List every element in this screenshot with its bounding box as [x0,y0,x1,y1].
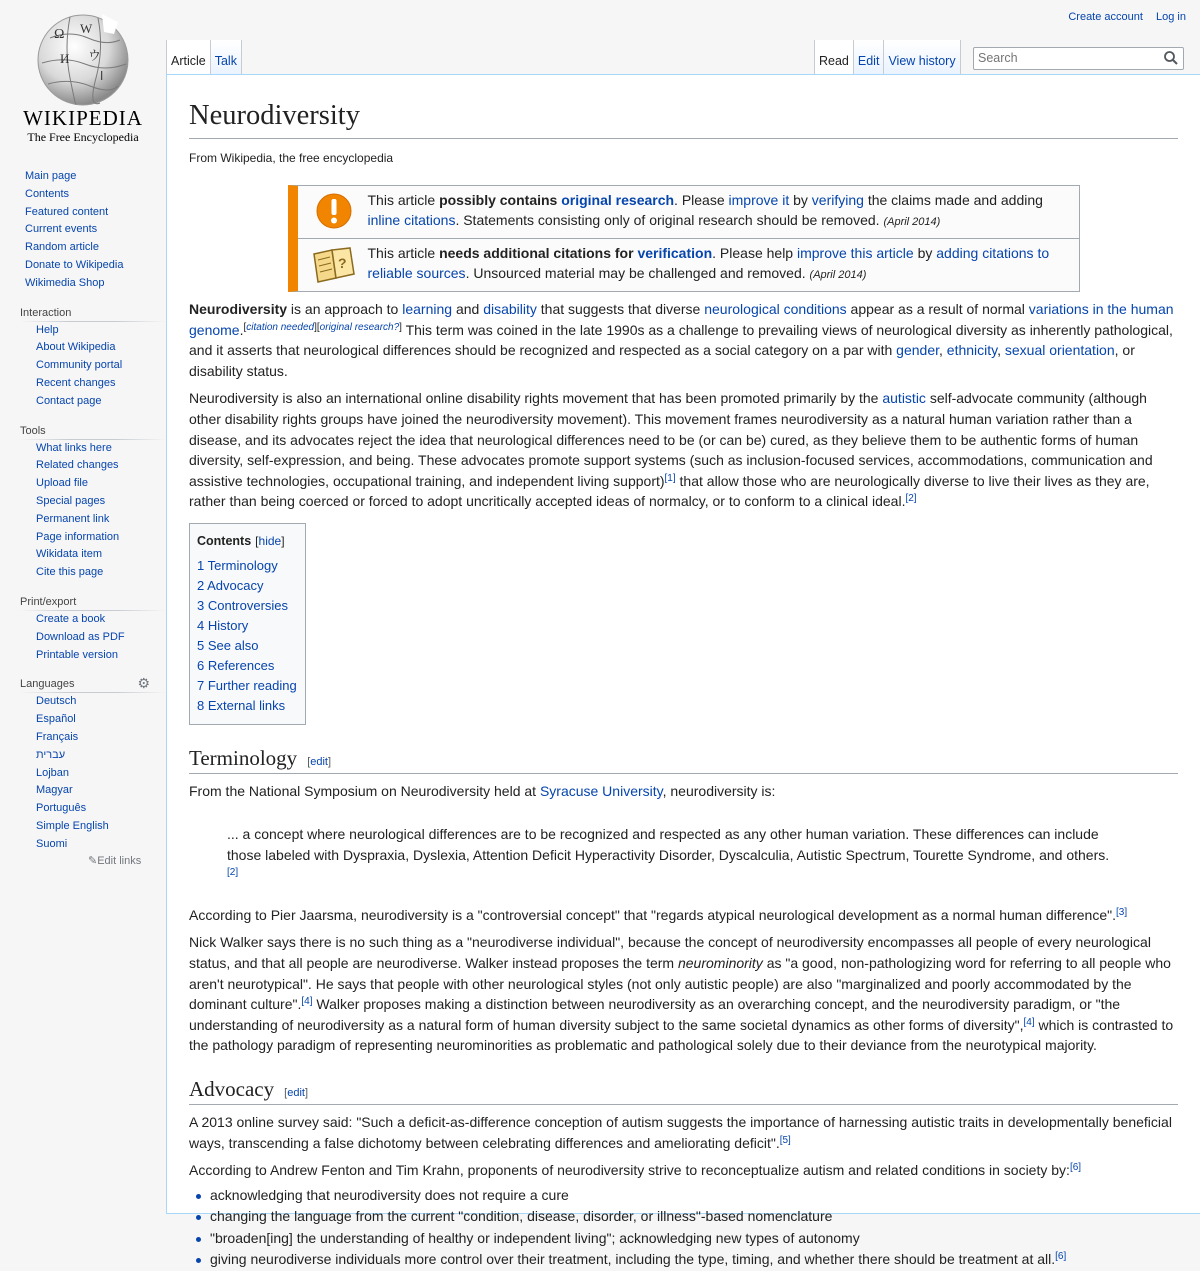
ambox-date: (April 2014) [809,269,867,282]
inline-citations-link[interactable]: inline citations [367,212,456,229]
disability-link[interactable]: disability [483,301,537,318]
sidebar-nav-item[interactable]: Current events [25,223,98,236]
toc-item[interactable]: 4 History [197,617,249,633]
ambox-text-part: . Please [674,191,729,208]
text-run: that allow those who are neurologically diverse to live their lives as they are, rather than being coerced or forced to adopt uncritically accepted ideas of normalcy, or to conform to a clinical ideal. [189,472,1150,510]
intro-paragraph-1 [189,299,1178,381]
search-input[interactable] [974,48,1154,68]
ambox-more-citations [298,238,1079,291]
text-run: appear as a result of normal [846,301,1029,318]
ambox-bold: possibly contains [439,191,562,208]
ambox-date: (April 2014) [883,216,941,229]
pencil-icon: ✎ [88,854,98,867]
print-heading: Print/export [20,592,166,611]
sidebar-tools-item[interactable]: Wikidata item [36,548,103,561]
reference-link[interactable]: [4] [1023,1016,1035,1028]
svg-text:?: ? [337,255,347,272]
gender-link[interactable]: gender [896,342,939,359]
bracket: [ [243,321,247,333]
sidebar-tools-item[interactable]: Special pages [36,494,106,507]
tab-talk[interactable]: Talk [211,40,242,74]
toc-hide-toggle [255,534,284,548]
advocacy-paragraph-2 [189,1160,1178,1181]
citation-needed-link[interactable]: citation needed [246,321,315,333]
bracket: ] [304,1087,309,1100]
ambox-text-part: This article [367,191,440,208]
tab-read[interactable]: Read [814,40,854,74]
sidebar-print-item[interactable]: Create a book [36,612,106,625]
site-subtitle: From Wikipedia, the free encyclopedia [189,151,394,166]
sidebar-tools-item[interactable]: What links here [36,441,112,454]
svg-text:ウ: ウ [88,48,102,63]
sidebar-language-item[interactable]: Español [36,713,76,726]
text-run: is an approach to [287,301,403,318]
text-run: , [997,342,1005,359]
ambox-text [364,243,1071,286]
text-run: Walker proposes making a distinction between neurodiversity as an overarching concept, and the neurodiversity paradigm, or "the understanding of neurodiversity as a natural form of human diversity subject to the same societal dynamics as other forms of diversity", [189,996,1121,1033]
list-item-text: acknowledging that neurodiversity does not require a cure [210,1186,569,1203]
bracket: [ [255,533,259,548]
sidebar-tools-item[interactable]: Related changes [36,459,119,472]
sidebar-interaction-item[interactable]: Community portal [36,359,123,372]
sidebar-language-item[interactable]: Simple English [36,819,109,832]
toc-title-label: Contents [197,533,252,548]
sexual-orientation-link[interactable]: sexual orientation [1004,342,1115,359]
variations-link[interactable]: variations in the human genome [189,301,1174,338]
learning-link[interactable]: learning [402,301,453,318]
text-run: According to Pier Jaarsma, neurodiversity is a "controversial concept" that "regards atypical neurological development as a normal human difference". [189,906,1116,923]
svg-text:ا: ا [100,69,104,83]
text-run: that suggests that diverse [536,301,705,318]
languages-list [0,693,166,853]
reference-link[interactable]: [2] [905,493,917,505]
advocacy-list [189,1185,1178,1271]
sidebar-tools-item[interactable]: Upload file [36,477,88,490]
sidebar-nav-item[interactable]: Featured content [25,205,109,218]
puzzle-globe-icon [30,8,136,108]
ambox-text-part: . Please help [712,244,797,261]
book-icon [310,244,358,284]
gear-icon[interactable]: ⚙ [137,675,150,692]
toc-item[interactable]: 2 Advocacy [197,577,264,593]
personal-tools [1058,11,1186,23]
text-run: . [239,321,244,338]
reference-link[interactable]: [3] [1115,906,1128,918]
tab-edit[interactable]: Edit [854,40,885,74]
text-run: According to Andrew Fenton and Tim Krahn, proponents of neurodiversity strive to reconceptualize autism and related conditions in society by: [189,1162,1070,1179]
ambox-text-part: . Statements consisting only of original research should be removed. [455,212,884,229]
toc-item[interactable]: 7 Further reading [197,678,297,694]
text-run: , neurodiversity is: [662,783,776,800]
toc-item[interactable]: 3 Controversies [197,597,289,613]
text-run: Neurodiversity is also an international online disability rights movement that has been promoted primarily by the [189,390,883,407]
list-item [210,1228,1178,1250]
svg-text:W: W [80,21,93,36]
advocacy-paragraph-1 [189,1112,1178,1153]
edit-section-link[interactable]: edit [287,1087,305,1100]
ambox-original-research [298,186,1079,238]
bracket: ] [328,756,332,769]
adding-citations-link[interactable]: adding citations to reliable sources [367,244,1050,282]
list-item [210,1185,1178,1207]
text-run: , [939,342,947,359]
verifying-link[interactable]: verifying [811,191,864,208]
sidebar-tools-item[interactable]: Page information [36,530,120,543]
autistic-link[interactable]: autistic [882,390,926,407]
ambox-text-part: by [913,244,937,261]
article-content [166,74,1200,1268]
sidebar-nav-item[interactable]: Main page [25,170,77,182]
ambox-text [364,190,1071,233]
text-run: , or disability status. [189,342,1135,379]
text-run: and [452,301,484,318]
text-run: From the National Symposium on Neurodiversity held at [189,783,540,800]
sidebar-print-item[interactable]: Printable version [36,648,118,661]
list-item-text: changing the language from the current "condition, disease, disorder, or illness"-based nomenclature [210,1208,833,1225]
ambox-bold: needs additional citations for [439,244,638,261]
list-item [210,1249,1178,1271]
terminology-paragraph-1 [189,781,1178,802]
toc-item[interactable]: 8 External links [197,698,286,714]
reference-link[interactable]: [6] [1055,1251,1067,1263]
sidebar-interaction-item[interactable]: Contact page [36,394,102,407]
neurological-conditions-link[interactable]: neurological conditions [704,301,847,318]
interaction-list [0,322,166,411]
page-title: Neurodiversity [189,91,1178,139]
toc-list [197,556,297,717]
terminology-paragraph-3 [189,932,1178,1056]
ambox-text-part: This article [367,244,440,261]
edit-section-link[interactable]: edit [310,756,328,769]
sidebar-tools-item[interactable]: Cite this page [36,566,104,579]
verification-link[interactable]: verification [637,244,713,261]
namespace-tabs [166,40,242,74]
bracket: [ [284,1087,288,1100]
section-title: Advocacy [189,1077,275,1102]
sidebar-interaction-item[interactable]: Help [36,323,59,336]
improve-it-link[interactable]: improve it [728,191,790,208]
reference-link[interactable]: [4] [301,996,313,1008]
sidebar-language-item[interactable]: Português [36,802,87,815]
interaction-portal [0,303,166,411]
print-list [0,611,166,664]
definition-quote [227,812,1178,898]
create-account-link[interactable]: Create account [1068,11,1143,23]
sidebar [0,168,166,877]
syracuse-university-link[interactable]: Syracuse University [539,783,663,800]
edit-links-link[interactable] [0,854,166,867]
sidebar-nav-item[interactable]: Donate to Wikipedia [25,258,124,271]
languages-heading [20,674,166,693]
sidebar-interaction-item[interactable]: Recent changes [36,376,116,389]
original-research-tag-link[interactable]: original research? [319,321,400,333]
bracket: ][ [314,321,320,333]
improve-this-article-link[interactable]: improve this article [796,244,914,261]
text-run: which is contrasted to the pathology paradigm of representing neurominorities as problematic and pathological solely due to their deviance from the neurotypical majority. [189,1016,1174,1054]
sidebar-print-item[interactable]: Download as PDF [36,630,125,643]
search-box [973,47,1184,70]
section-heading-advocacy [189,1074,1178,1105]
interaction-heading: Interaction [20,303,166,322]
terminology-paragraph-2 [189,905,1178,926]
warning-icon [314,191,354,231]
reference-link[interactable]: [1] [664,472,676,484]
section-title: Terminology [189,746,298,771]
sidebar-nav-item[interactable]: Contents [25,187,70,200]
svg-text:Ω: Ω [54,27,65,42]
languages-heading-label: Languages [20,678,75,691]
inline-tags [243,322,401,333]
sidebar-nav-item[interactable]: Random article [25,241,99,254]
wikipedia-tagline: The Free Encyclopedia [27,130,139,144]
ambox-text-part: the claims made and adding [863,191,1043,208]
emphasis-neurominority: neurominority [677,955,763,972]
sidebar-interaction-item[interactable]: About Wikipedia [36,341,116,354]
lead-term: Neurodiversity [189,301,288,318]
sidebar-language-item[interactable]: Suomi [36,837,68,850]
print-portal [0,592,166,664]
sidebar-language-item[interactable]: Français [36,730,79,743]
sidebar-nav-item[interactable]: Wikimedia Shop [25,276,105,289]
reference-link[interactable]: [6] [1069,1162,1082,1174]
tools-portal [0,421,166,582]
list-item-text: "broaden[ing] the understanding of healthy or independent living"; acknowledging new types of autonomy [210,1229,860,1246]
section-edit [307,756,331,768]
original-research-link[interactable]: original research [561,191,675,208]
toc-item[interactable]: 1 Terminology [197,557,278,573]
sidebar-language-item[interactable]: עברית [36,748,66,761]
section-edit [284,1087,308,1099]
svg-text:И: И [60,51,70,66]
bracket: ] [281,533,285,548]
search-icon[interactable] [1163,50,1179,66]
reference-link[interactable]: [2] [227,867,239,879]
tab-view-history[interactable]: View history [884,40,960,74]
navigation-list [0,168,166,293]
list-item-text: giving neurodiverse individuals more control over their treatment, including the type, timing, and whether there should be treatment at all. [210,1251,1056,1268]
table-of-contents [189,523,306,725]
text-run: self-advocate community (although other disability rights groups have joined the neurodiversity movement). This movement frames neurodiversity as a natural human variation rather than a disease, and its advocates reject the idea that neurological differences need to be (or can be) cured, as they believe them to be authentic forms of human diversity, self-expression, and being. These advocates promote support systems (such as inclusion-focused services, accommodations, communication and assistive technologies, occupational training, and independent living support) [189,390,1153,489]
section-heading-terminology [189,743,1178,774]
toc-hide-link[interactable]: hide [258,533,282,548]
ambox-text-part: by [789,191,812,208]
sidebar-language-item[interactable]: Lojban [36,766,70,779]
quote-text: ... a concept where neurological differences are to be recognized and respected as any other human variation. These differences can include those labeled with Dyspraxia, Dyslexia, Attention Deficit Hyperactivity Disorder, Dyscalculia, Autistic Spectrum, Tourette Syndrome, and others. [227,826,1110,863]
toc-item[interactable]: 5 See also [197,637,259,653]
intro-paragraph-2 [189,388,1178,512]
bracket: ] [399,321,402,333]
maintenance-notices [288,185,1080,292]
ambox-text-part: . Unsourced material may be challenged and removed. [465,265,810,282]
navigation-portal [0,168,166,293]
sidebar-language-item[interactable]: Deutsch [36,695,77,708]
text-run: as "a good, non-pathologizing word for referring to all people who aren't neurotypical". He says that people with other neurological styles (not only autistic people) are also "marginalized and poorly accommodated by the dominant culture". [189,955,1171,1013]
edit-links-label: Edit links [97,854,142,867]
ethnicity-link[interactable]: ethnicity [946,342,998,359]
languages-portal [0,674,166,866]
tab-article[interactable]: Article [166,40,211,74]
sidebar-tools-item[interactable]: Permanent link [36,512,110,525]
text-run: Nick Walker says there is no such thing as a "neurodiverse individual", because the concept of neurodiversity encompasses all people of every neurological status, and that all people are neurodiverse. Walker instead proposes the term [189,934,1151,972]
bracket: [ [307,756,311,769]
view-tabs [814,40,961,74]
sidebar-language-item[interactable]: Magyar [36,784,73,797]
text-run: A 2013 online survey said: "Such a deficit-as-difference conception of autism suggests the importance of harnessing autistic traits in developmentally beneficial ways, transcending a false dichotomy between celebrating differences and ameliorating deficit". [189,1114,1172,1151]
tools-list [0,440,166,582]
reference-link[interactable]: [5] [779,1134,791,1146]
wikipedia-wordmark: WIKIPEDIA [23,106,143,130]
tools-heading: Tools [20,421,166,440]
toc-item[interactable]: 6 References [197,658,275,674]
list-item [210,1206,1178,1228]
text-run: This term was coined in the late 1990s as a challenge to prevailing views of neurological diversity as inherently pathological, and it asserts that neurological differences should be recognized and respected as a social category on a par with [189,321,1173,359]
wikipedia-logo[interactable] [0,0,166,160]
toc-title [197,531,297,552]
login-link[interactable]: Log in [1156,11,1186,23]
